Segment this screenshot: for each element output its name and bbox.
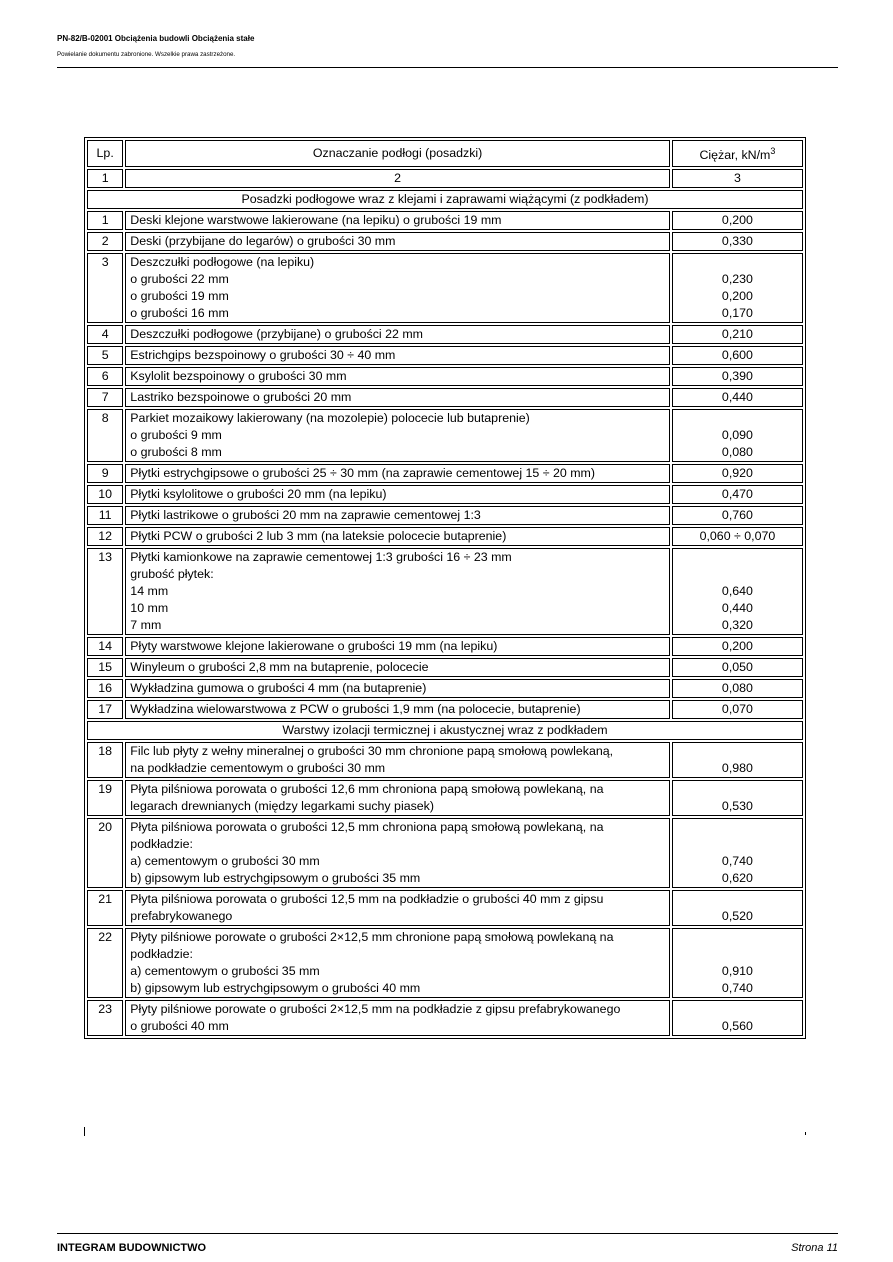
floor-description [125,548,670,635]
description-line: 14 mm [130,584,169,599]
header-weight-label: Ciężar, kN/m [699,148,771,163]
row-number: 1 [87,211,123,230]
row-number: 10 [87,485,123,504]
description-line: Płytki PCW o grubości 2 lub 3 mm (na lateksie polocecie butaprenie) [130,529,507,544]
description-line: o grubości 40 mm [130,1019,229,1034]
weight-value [672,742,803,778]
weight-value [672,679,803,698]
header-description: Oznaczanie podłogi (posadzki) [125,140,670,167]
description-line: Płyta pilśniowa porowata o grubości 12,5 mm na podkładzie o grubości 40 mm z gipsu [130,892,604,907]
row-number: 5 [87,346,123,365]
section-title: Posadzki podłogowe wraz z klejami i zaprawami wiążącymi (z podkładem) [87,190,803,209]
header-divider [57,67,838,68]
description-line: podkładzie: [130,947,193,962]
row-number: 3 [87,253,123,323]
weight-value-line: 0,440 [721,390,753,405]
table-row [87,527,803,546]
table-row [87,346,803,365]
weight-value [672,325,803,344]
description-line: na podkładzie cementowym o grubości 30 mm [130,761,386,776]
weight-value [672,928,803,998]
floor-description [125,346,670,365]
table-row [87,409,803,462]
table-row [87,658,803,677]
description-line: Wykładzina wielowarstwowa z PCW o grubości 1,9 mm (na polocecie, butaprenie) [130,702,581,717]
weight-value [672,1000,803,1036]
description-line: b) gipsowym lub estrychgipsowym o grubości 40 mm [130,981,421,996]
weight-value [672,232,803,251]
weight-value-line: 0,560 [721,1019,753,1034]
description-line: Deszczułki podłogowe (przybijane) o grubości 22 mm [130,327,423,342]
weight-value-line: 0,470 [721,487,753,502]
floor-description [125,388,670,407]
section-title: Warstwy izolacji termicznej i akustycznej wraz z podkładem [87,721,803,740]
floor-weights-table [84,137,806,1039]
description-line: o grubości 19 mm [130,289,229,304]
description-line: Płytki estrychgipsowe o grubości 25 ÷ 30 mm (na zaprawie cementowej 15 ÷ 20 mm) [130,466,595,481]
description-line: 7 mm [130,618,162,633]
description-line: o grubości 8 mm [130,445,222,460]
column-number: 1 [87,169,123,188]
weight-value-line: 0,200 [721,213,753,228]
publisher-name: INTEGRAM BUDOWNICTWO [57,1242,207,1254]
floor-description [125,928,670,998]
weight-value-line: 0,530 [721,799,753,814]
description-line: o grubości 22 mm [130,272,229,287]
table-row [87,780,803,816]
floor-description [125,409,670,462]
description-line: Płyty pilśniowe porowate o grubości 2×12,5 mm chronione papą smołową powlekaną na [130,930,614,945]
table-row [87,388,803,407]
description-line: Płytki lastrikowe o grubości 20 mm na zaprawie cementowej 1:3 [130,508,481,523]
weight-value [672,637,803,656]
table-row [87,742,803,778]
weight-value-line: 0,390 [721,369,753,384]
weight-value [672,346,803,365]
row-number: 15 [87,658,123,677]
table-edge-mark [84,1127,85,1136]
table-row [87,367,803,386]
floor-description [125,780,670,816]
column-number-row [87,169,803,188]
description-line: prefabrykowanego [130,909,233,924]
floor-description [125,506,670,525]
weight-value-line: 0,080 [721,681,753,696]
weight-value [672,253,803,323]
copyright-notice: Powielanie dokumentu zabronione. Wszelkie prawa zastrzeżone. [57,51,236,58]
description-line: Deszczułki podłogowe (na lepiku) [130,255,315,270]
weight-value [672,211,803,230]
table-row [87,928,803,998]
weight-value-line: 0,170 [721,306,753,321]
description-line: Estrichgips bezspoinowy o grubości 30 ÷ 40 mm [130,348,396,363]
description-line: grubość płytek: [130,567,214,582]
table-container [84,137,806,1039]
row-number: 20 [87,818,123,888]
row-number: 22 [87,928,123,998]
weight-value-line: 0,910 [721,964,753,979]
floor-description [125,485,670,504]
weight-value [672,388,803,407]
description-line: Ksylolit bezspoinowy o grubości 30 mm [130,369,347,384]
weight-value-line: 0,050 [721,660,753,675]
weight-value-line: 0,060 ÷ 0,070 [699,529,776,544]
table-row [87,637,803,656]
description-line: 10 mm [130,601,169,616]
description-line: b) gipsowym lub estrychgipsowym o grubości 35 mm [130,871,421,886]
row-number: 23 [87,1000,123,1036]
footer-divider [57,1233,838,1234]
weight-value [672,780,803,816]
table-row [87,818,803,888]
weight-value [672,409,803,462]
weight-value-line: 0,440 [721,601,753,616]
row-number: 6 [87,367,123,386]
description-line: podkładzie: [130,837,193,852]
weight-value-line: 0,320 [721,618,753,633]
description-line: Filc lub płyty z wełny mineralnej o grubości 30 mm chronione papą smołową powlekaną, [130,744,614,759]
weight-value-line: 0,330 [721,234,753,249]
floor-description [125,890,670,926]
row-number: 13 [87,548,123,635]
weight-value [672,548,803,635]
floor-description [125,818,670,888]
description-line: o grubości 9 mm [130,428,222,443]
weight-value-line: 0,920 [721,466,753,481]
table-row [87,1000,803,1036]
description-line: a) cementowym o grubości 35 mm [130,964,320,979]
floor-description [125,742,670,778]
weight-value-line: 0,090 [721,428,753,443]
weight-value [672,506,803,525]
weight-value-line: 0,070 [721,702,753,717]
document-title: PN-82/B-02001 Obciążenia budowli Obciążenia stałe [57,34,255,43]
description-line: a) cementowym o grubości 30 mm [130,854,320,869]
weight-value-line: 0,230 [721,272,753,287]
description-line: Lastriko bezspoinowe o grubości 20 mm [130,390,352,405]
weight-value [672,818,803,888]
description-line: o grubości 16 mm [130,306,229,321]
weight-value [672,890,803,926]
floor-description [125,253,670,323]
floor-description [125,232,670,251]
table-row [87,700,803,719]
table-row [87,506,803,525]
weight-value [672,485,803,504]
table-header-row [87,140,803,167]
row-number: 21 [87,890,123,926]
header-lp: Lp. [87,140,123,167]
weight-value [672,658,803,677]
row-number: 18 [87,742,123,778]
description-line: Winyleum o grubości 2,8 mm na butaprenie, polocecie [130,660,429,675]
table-row [87,464,803,483]
description-line: legarach drewnianych (między legarkami suchy piasek) [130,799,435,814]
weight-value-line: 0,640 [721,584,753,599]
description-line: Deski (przybijane do legarów) o grubości 30 mm [130,234,396,249]
table-row [87,325,803,344]
description-line: Płyty warstwowe klejone lakierowane o grubości 19 mm (na lepiku) [130,639,498,654]
header-weight-exponent: 3 [770,146,776,156]
description-line: Płytki kamionkowe na zaprawie cementowej 1:3 grubości 16 ÷ 23 mm [130,550,512,565]
column-number: 2 [125,169,670,188]
floor-description [125,637,670,656]
row-number: 17 [87,700,123,719]
weight-value-line: 0,200 [721,289,753,304]
table-row [87,679,803,698]
floor-description [125,658,670,677]
weight-value-line: 0,740 [721,981,753,996]
row-number: 14 [87,637,123,656]
weight-value-line: 0,520 [721,909,753,924]
section-header-row [87,721,803,740]
row-number: 16 [87,679,123,698]
row-number: 11 [87,506,123,525]
floor-description [125,1000,670,1036]
description-line: Płytki ksylolitowe o grubości 20 mm (na lepiku) [130,487,387,502]
description-line: Płyta pilśniowa porowata o grubości 12,6 mm chroniona papą smołową powlekaną, na [130,782,604,797]
header-weight [672,140,803,167]
row-number: 12 [87,527,123,546]
table-row [87,890,803,926]
section-header-row [87,190,803,209]
weight-value-line: 0,980 [721,761,753,776]
weight-value-line: 0,080 [721,445,753,460]
floor-description [125,367,670,386]
weight-value-line: 0,210 [721,327,753,342]
weight-value [672,700,803,719]
row-number: 4 [87,325,123,344]
floor-description [125,464,670,483]
table-row [87,485,803,504]
weight-value-line: 0,740 [721,854,753,869]
table-edge-mark [805,1132,806,1135]
weight-value-line: 0,760 [721,508,753,523]
table-row [87,211,803,230]
floor-description [125,700,670,719]
floor-description [125,527,670,546]
weight-value [672,367,803,386]
row-number: 8 [87,409,123,462]
row-number: 19 [87,780,123,816]
description-line: Deski klejone warstwowe lakierowane (na lepiku) o grubości 19 mm [130,213,502,228]
floor-description [125,325,670,344]
column-number: 3 [672,169,803,188]
table-row [87,232,803,251]
page-number: Strona 11 [791,1242,838,1254]
weight-value-line: 0,620 [721,871,753,886]
table-row [87,253,803,323]
description-line: Wykładzina gumowa o grubości 4 mm (na butaprenie) [130,681,427,696]
weight-value [672,464,803,483]
description-line: Płyty pilśniowe porowate o grubości 2×12,5 mm na podkładzie z gipsu prefabrykowanego [130,1002,621,1017]
floor-description [125,679,670,698]
table-row [87,548,803,635]
weight-value [672,527,803,546]
weight-value-line: 0,600 [721,348,753,363]
description-line: Parkiet mozaikowy lakierowany (na mozolepie) polocecie lub butaprenie) [130,411,530,426]
row-number: 9 [87,464,123,483]
floor-description [125,211,670,230]
row-number: 2 [87,232,123,251]
description-line: Płyta pilśniowa porowata o grubości 12,5 mm chroniona papą smołową powlekaną, na [130,820,604,835]
row-number: 7 [87,388,123,407]
weight-value-line: 0,200 [721,639,753,654]
